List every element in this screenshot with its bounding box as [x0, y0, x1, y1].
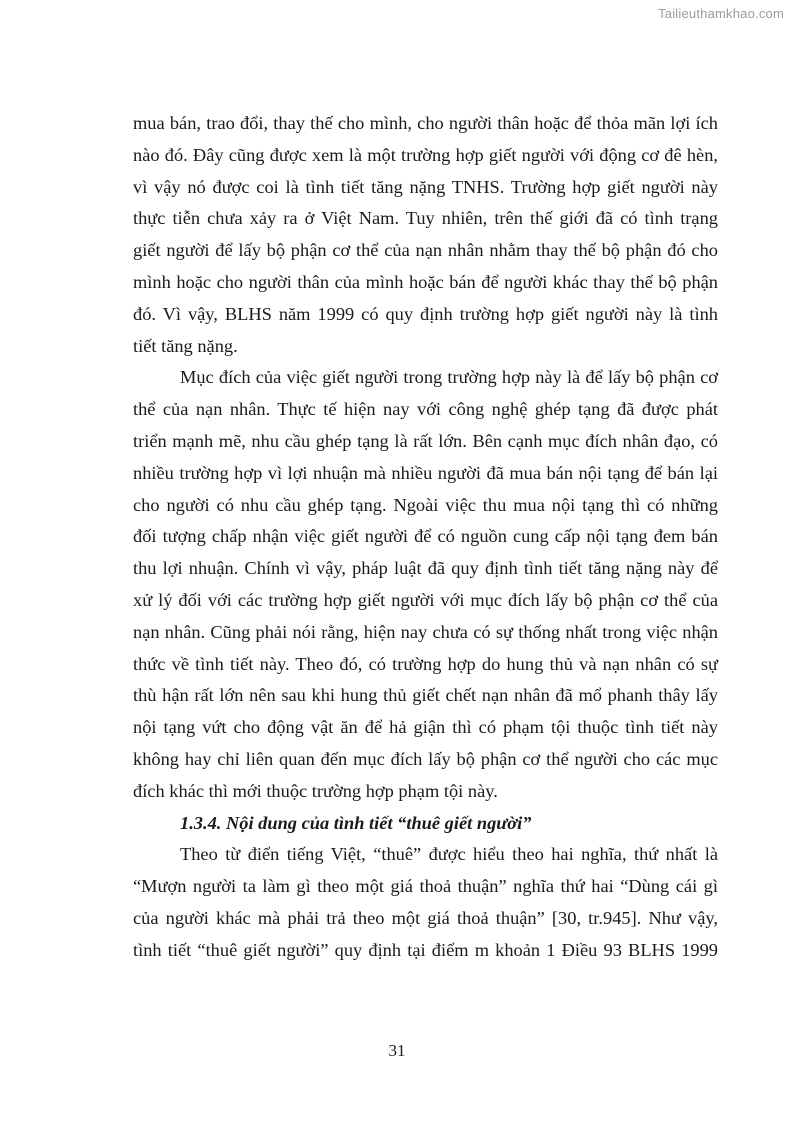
paragraph-3	[133, 839, 718, 966]
paragraph-1-line-2: nào đó. Đây cũng được xem là một trường hợp giết người với động cơ đê hèn,	[133, 144, 718, 165]
paragraph-2-line-1: Mục đích của việc giết người trong trường hợp này là để lấy bộ phận cơ	[180, 367, 718, 388]
paragraph-2-line-9: nạn nhân. Cũng phải nói rằng, hiện nay chưa có sự thống nhất trong việc nhận	[133, 621, 718, 642]
paragraph-2-line-3: triển mạnh mẽ, nhu cầu ghép tạng là rất lớn. Bên cạnh mục đích nhân đạo, có	[133, 430, 718, 451]
paragraph-2-line-13: không hay chỉ liên quan đến mục đích lấy bộ phận cơ thể người cho các mục	[133, 748, 718, 769]
paragraph-2-line-10: thức về tình tiết này. Theo đó, có trường hợp do hung thủ và nạn nhân có sự	[133, 653, 718, 674]
paragraph-1-line-5: giết người để lấy bộ phận cơ thể của nạn nhân nhằm thay thế bộ phận đó cho	[133, 240, 718, 261]
paragraph-2-line-11: thù hận rất lớn nên sau khi hung thủ giết chết nạn nhân đã mổ phanh thây lấy	[133, 685, 718, 706]
paragraph-2-line-6: đối tượng chấp nhận việc giết người để có nguồn cung cấp nội tạng đem bán	[133, 526, 718, 547]
paragraph-2-line-5: cho người có nhu cầu ghép tạng. Ngoài việc thu mua nội tạng thì có những	[133, 494, 718, 515]
paragraph-1-line-4: thực tiễn chưa xảy ra ở Việt Nam. Tuy nhiên, trên thế giới đã có tình trạng	[133, 208, 718, 229]
paragraph-3-line-1: Theo từ điển tiếng Việt, “thuê” được hiểu theo hai nghĩa, thứ nhất là	[180, 844, 718, 865]
paragraph-2-line-8: xử lý đối với các trường hợp giết người với mục đích lấy bộ phận cơ thể của	[133, 589, 718, 610]
paragraph-2-line-12: nội tạng vứt cho động vật ăn để hả giận thì có phạm tội thuộc tình tiết này	[133, 717, 718, 738]
watermark: Tailieuthamkhao.com	[658, 6, 784, 21]
paragraph-1-line-1: mua bán, trao đổi, thay thế cho mình, cho người thân hoặc để thỏa mãn lợi ích	[133, 113, 718, 133]
paragraph-2-line-2: thể của nạn nhân. Thực tế hiện nay với công nghệ ghép tạng đã được phát	[133, 399, 718, 420]
paragraph-1-line-6: mình hoặc cho người thân của mình hoặc bán để người khác thay thế bộ phận	[133, 271, 718, 292]
paragraph-2-line-7: thu lợi nhuận. Chính vì vậy, pháp luật đã quy định tình tiết tăng nặng này để	[133, 558, 718, 579]
paragraph-1-line-7: đó. Vì vậy, BLHS năm 1999 có quy định trường hợp giết người này là tình	[133, 303, 718, 324]
paragraph-3-line-2: “Mượn người ta làm gì theo một giá thoả thuận” nghĩa thứ hai “Dùng cái gì	[133, 876, 718, 897]
page-number: 31	[388, 1041, 406, 1060]
page-body	[133, 108, 718, 967]
paragraph-2	[133, 362, 718, 807]
paragraph-3-line-3: của người khác mà phải trả theo một giá thoả thuận” [30, tr.945]. Như vậy,	[133, 907, 718, 928]
section-heading: 1.3.4. Nội dung của tình tiết “thuê giết người”	[180, 812, 532, 833]
paragraph-3-line-4: tình tiết “thuê giết người” quy định tại điểm m khoản 1 Điều 93 BLHS 1999	[133, 939, 718, 960]
paragraph-2-line-14: đích khác thì mới thuộc trường hợp phạm tội này.	[133, 780, 498, 801]
paragraph-1-line-8: tiết tăng nặng.	[133, 335, 238, 356]
paragraph-2-line-4: nhiều trường hợp vì lợi nhuận mà nhiều người đã mua bán nội tạng để bán lại	[133, 462, 718, 483]
paragraph-1	[133, 108, 718, 362]
paragraph-1-line-3: vì vậy nó được coi là tình tiết tăng nặng TNHS. Trường hợp giết người này	[133, 176, 718, 197]
